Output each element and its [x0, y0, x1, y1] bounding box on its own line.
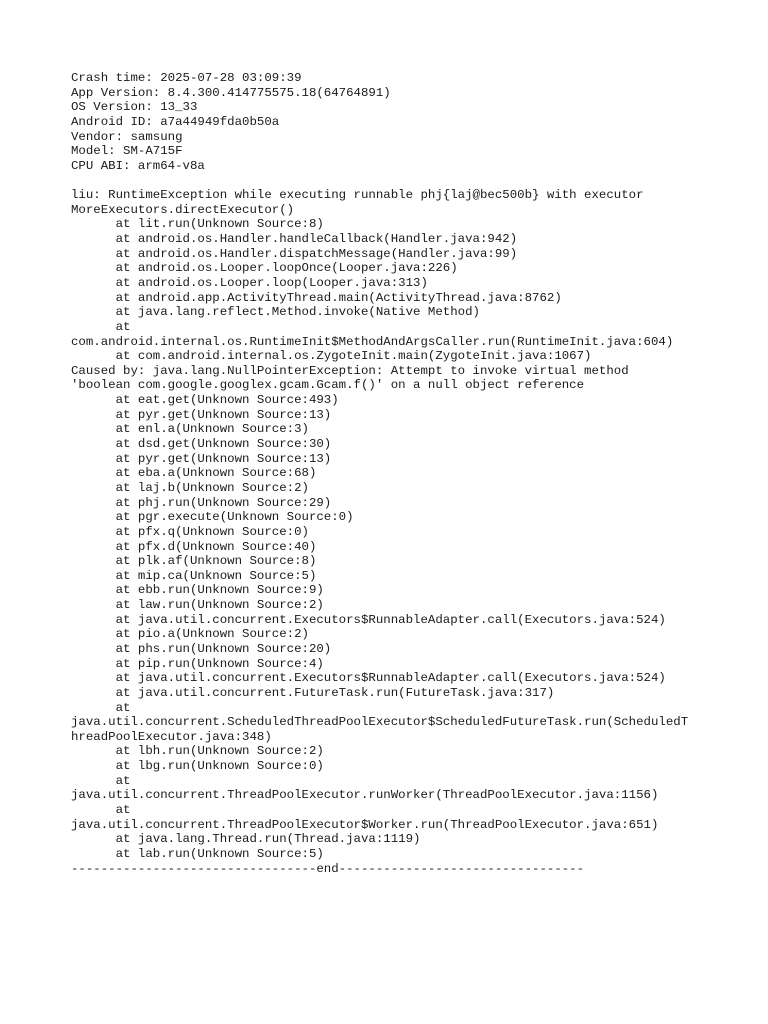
- stack-trace-line: at: [71, 319, 131, 334]
- stack-trace-line: at java.util.concurrent.Executors$RunnableAdapter.call(Executors.java:524): [71, 671, 666, 686]
- stack-trace-line: at android.os.Looper.loopOnce(Looper.java:226): [71, 261, 458, 276]
- stack-trace-line: at phj.run(Unknown Source:29): [71, 495, 332, 510]
- stack-trace-line: at phs.run(Unknown Source:20): [71, 641, 332, 656]
- end-separator: ---------------------------------end---------------------------------: [71, 861, 585, 876]
- stack-trace-line: hreadPoolExecutor.java:348): [71, 729, 272, 744]
- stack-trace-line: at com.android.internal.os.ZygoteInit.main(ZygoteInit.java:1067): [71, 349, 592, 364]
- stack-trace-line: at ebb.run(Unknown Source:9): [71, 583, 324, 598]
- stack-trace-line: java.util.concurrent.ThreadPoolExecutor$Worker.run(ThreadPoolExecutor.java:651): [71, 817, 659, 832]
- stack-trace-line: at eba.a(Unknown Source:68): [71, 466, 317, 481]
- stack-trace-line: at android.os.Handler.dispatchMessage(Handler.java:99): [71, 246, 518, 261]
- stack-trace-line: at lbh.run(Unknown Source:2): [71, 744, 324, 759]
- stack-trace-line: at: [71, 803, 131, 818]
- stack-trace-line: com.android.internal.os.RuntimeInit$MethodAndArgsCaller.run(RuntimeInit.java:604): [71, 334, 674, 349]
- stack-trace-line: at pip.run(Unknown Source:4): [71, 656, 324, 671]
- model: Model: SM-A715F: [71, 144, 183, 159]
- stack-trace-line: at enl.a(Unknown Source:3): [71, 422, 309, 437]
- cpu-abi: CPU ABI: arm64-v8a: [71, 158, 205, 173]
- os-version: OS Version: 13_33: [71, 100, 198, 115]
- blank-line: [71, 173, 711, 188]
- app-version: App Version: 8.4.300.414775575.18(64764891): [71, 85, 391, 100]
- stack-trace-line: at java.util.concurrent.Executors$RunnableAdapter.call(Executors.java:524): [71, 612, 666, 627]
- vendor: Vendor: samsung: [71, 129, 183, 144]
- stack-trace-line: 'boolean com.google.googlex.gcam.Gcam.f()' on a null object reference: [71, 378, 585, 393]
- stack-trace-line: at mip.ca(Unknown Source:5): [71, 568, 317, 583]
- stack-trace: [71, 188, 711, 861]
- stack-trace-line: at lbg.run(Unknown Source:0): [71, 759, 324, 774]
- stack-trace-line: java.util.concurrent.ThreadPoolExecutor.runWorker(ThreadPoolExecutor.java:1156): [71, 788, 659, 803]
- stack-trace-line: at eat.get(Unknown Source:493): [71, 393, 339, 408]
- stack-trace-line: at plk.af(Unknown Source:8): [71, 554, 317, 569]
- stack-trace-line: at pfx.q(Unknown Source:0): [71, 524, 309, 539]
- stack-trace-line: at java.lang.reflect.Method.invoke(Native Method): [71, 305, 480, 320]
- stack-trace-line: at law.run(Unknown Source:2): [71, 598, 324, 613]
- stack-trace-line: at pio.a(Unknown Source:2): [71, 627, 309, 642]
- stack-trace-line: Caused by: java.lang.NullPointerException: Attempt to invoke virtual method: [71, 363, 629, 378]
- crash-log-document: [71, 71, 711, 876]
- stack-trace-line: at laj.b(Unknown Source:2): [71, 480, 309, 495]
- stack-trace-line: at android.app.ActivityThread.main(ActivityThread.java:8762): [71, 290, 562, 305]
- android-id: Android ID: a7a44949fda0b50a: [71, 114, 280, 129]
- stack-trace-line: java.util.concurrent.ScheduledThreadPoolExecutor$ScheduledFutureTask.run(ScheduledT: [71, 715, 689, 730]
- stack-trace-line: at lit.run(Unknown Source:8): [71, 217, 324, 232]
- stack-trace-line: at: [71, 773, 131, 788]
- stack-trace-line: at android.os.Looper.loop(Looper.java:313): [71, 275, 428, 290]
- stack-trace-line: liu: RuntimeException while executing runnable phj{laj@bec500b} with executor: [71, 188, 644, 203]
- stack-trace-line: MoreExecutors.directExecutor(): [71, 202, 295, 217]
- stack-trace-line: at pfx.d(Unknown Source:40): [71, 539, 317, 554]
- stack-trace-line: at java.lang.Thread.run(Thread.java:1119): [71, 832, 421, 847]
- stack-trace-line: at: [71, 700, 131, 715]
- crash-time: Crash time: 2025-07-28 03:09:39: [71, 71, 302, 85]
- stack-trace-line: at lab.run(Unknown Source:5): [71, 846, 324, 861]
- stack-trace-line: at java.util.concurrent.FutureTask.run(FutureTask.java:317): [71, 685, 555, 700]
- stack-trace-line: at pyr.get(Unknown Source:13): [71, 407, 332, 422]
- stack-trace-line: at android.os.Handler.handleCallback(Handler.java:942): [71, 232, 518, 247]
- stack-trace-line: at pyr.get(Unknown Source:13): [71, 451, 332, 466]
- stack-trace-line: at pgr.execute(Unknown Source:0): [71, 510, 354, 525]
- stack-trace-line: at dsd.get(Unknown Source:30): [71, 437, 332, 452]
